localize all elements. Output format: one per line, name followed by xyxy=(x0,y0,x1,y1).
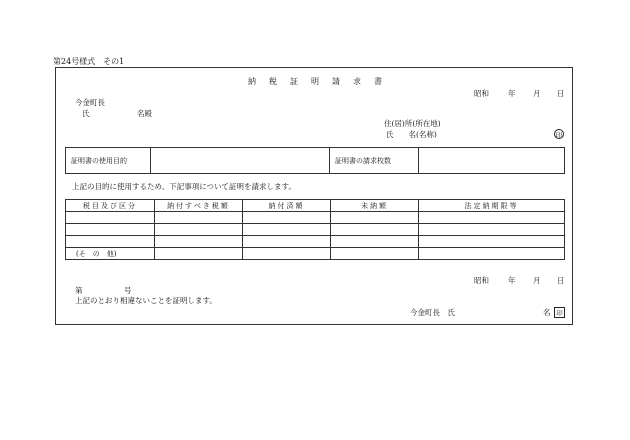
table-cell[interactable] xyxy=(419,248,565,260)
other-row-label: (そ の 他) xyxy=(66,248,155,260)
certificate-number-prefix: 第 xyxy=(75,286,83,295)
official-seal-icon: 印 xyxy=(554,307,565,318)
applicant-name-label: 氏 名(名称) xyxy=(386,130,437,139)
use-purpose-field[interactable] xyxy=(151,148,330,174)
header-tax-unpaid: 未納額 xyxy=(331,200,419,212)
table-cell[interactable] xyxy=(243,248,331,260)
table-cell[interactable] xyxy=(331,236,419,248)
table-cell[interactable] xyxy=(331,212,419,224)
use-purpose-label: 証明書の使用目的 xyxy=(66,148,151,174)
date-year-bottom: 年 xyxy=(508,276,516,285)
date-day-bottom: 日 xyxy=(557,276,565,285)
applicant-seal-icon: 印 xyxy=(555,131,563,139)
copies-label: 証明書の請求枚数 xyxy=(330,148,419,174)
town-chief-label: 今金町長 xyxy=(75,98,105,107)
table-row xyxy=(66,224,565,236)
table-cell[interactable] xyxy=(243,212,331,224)
table-cell[interactable] xyxy=(419,224,565,236)
request-statement: 上記の目的に使用するため、下記事項について証明を請求します。 xyxy=(72,182,296,191)
table-cell[interactable] xyxy=(66,212,155,224)
date-era-top: 昭和 xyxy=(474,89,489,98)
header-tax-paid: 納付済額 xyxy=(243,200,331,212)
table-cell[interactable] xyxy=(155,236,243,248)
header-tax-due: 納付すべき税額 xyxy=(155,200,243,212)
date-month-bottom: 月 xyxy=(533,276,541,285)
table-cell[interactable] xyxy=(66,236,155,248)
date-year-top: 年 xyxy=(508,89,516,98)
certificate-number-suffix: 号 xyxy=(124,286,132,295)
purpose-table xyxy=(65,147,565,174)
document-title: 納税証明請求書 xyxy=(248,77,395,86)
tax-items-table xyxy=(65,199,565,260)
table-cell[interactable] xyxy=(155,224,243,236)
table-row xyxy=(66,236,565,248)
header-tax-category: 税目及び区分 xyxy=(66,200,155,212)
date-day-top: 日 xyxy=(557,89,565,98)
table-cell[interactable] xyxy=(419,236,565,248)
table-cell[interactable] xyxy=(66,224,155,236)
table-cell[interactable] xyxy=(331,248,419,260)
table-cell[interactable] xyxy=(243,236,331,248)
applicant-address-label: 住(居)所(所在地) xyxy=(384,119,441,128)
certificate-statement: 上記のとおり相違ないことを証明します。 xyxy=(75,296,217,305)
form-number-label: 第24号様式 その1 xyxy=(53,57,125,66)
copies-field[interactable] xyxy=(419,148,565,174)
table-row xyxy=(66,212,565,224)
certificate-issuer: 今金町長 氏 xyxy=(410,308,455,317)
table-cell[interactable] xyxy=(243,224,331,236)
certificate-name-suffix: 名 xyxy=(543,308,551,317)
table-cell[interactable] xyxy=(155,248,243,260)
date-month-top: 月 xyxy=(533,89,541,98)
table-cell[interactable] xyxy=(155,212,243,224)
table-cell[interactable] xyxy=(331,224,419,236)
form-frame xyxy=(55,67,573,325)
table-cell[interactable] xyxy=(419,212,565,224)
table-row xyxy=(66,248,565,260)
date-era-bottom: 昭和 xyxy=(474,276,489,285)
addressee-honorific: 名殿 xyxy=(137,109,152,118)
addressee-name-prefix: 氏 xyxy=(82,109,90,118)
header-legal-deadline: 法定納期限等 xyxy=(419,200,565,212)
